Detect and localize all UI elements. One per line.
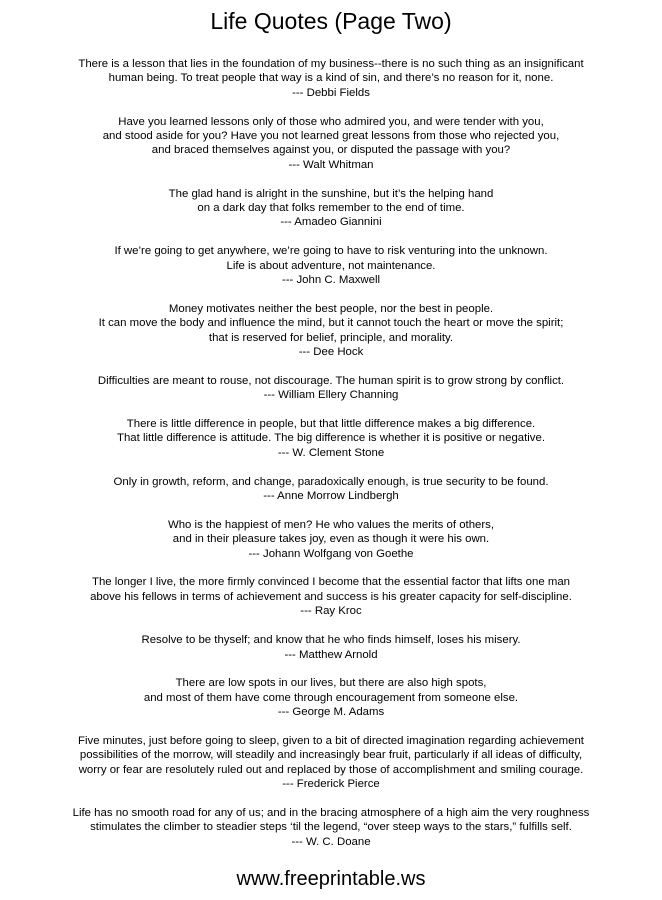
quote-line: Who is the happiest of men? He who values the merits of others, (167, 518, 495, 531)
quote-line: Difficulties are meant to rouse, not discourage. The human spirit is to grow strong by conflict. (97, 374, 565, 387)
quote-line: Have you learned lessons only of those who admired you, and were tender with you, (118, 115, 544, 128)
quote-line: The longer I live, the more firmly convinced I become that the essential factor that lifts one man (91, 576, 570, 589)
quote-author: --- William Ellery Channing (263, 389, 399, 402)
quote-line: stimulates the climber to steadier steps ‘til the legend, “over steep ways to the stars,” fulfills self. (90, 821, 572, 834)
quote-line: The glad hand is alright in the sunshine, but it’s the helping hand (168, 187, 494, 200)
quote-author: --- John C. Maxwell (281, 274, 381, 287)
quote-author: --- Anne Morrow Lindbergh (263, 490, 399, 503)
quote-line: human being. To treat people that way is a kind of sin, and there’s no reason for it, none. (108, 72, 554, 85)
quote-line: above his fellows in terms of achievement and success is his greater capacity for self-discipline. (90, 590, 572, 603)
quote-line: possibilities of the morrow, will steadily and increasingly bear fruit, particularly if all ideas of difficulty, (79, 749, 583, 762)
quote-line: Only in growth, reform, and change, paradoxically enough, is true security to be found. (113, 475, 549, 488)
quote-line: and stood aside for you? Have you not learned great lessons from those who rejected you, (102, 130, 560, 143)
footer-website: www.freeprintable.ws (236, 868, 426, 890)
quote-author: --- W. C. Doane (291, 835, 371, 848)
quote-line: Life is about adventure, not maintenance. (226, 259, 436, 272)
quote-line: That little difference is attitude. The big difference is whether it is positive or negative. (116, 432, 546, 445)
quote-line: It can move the body and influence the mind, but it cannot touch the heart or move the spirit; (98, 317, 564, 330)
quote-line: on a dark day that folks remember to the end of time. (197, 202, 465, 215)
quote-author: --- George M. Adams (277, 706, 385, 719)
quote-block (0, 633, 662, 662)
quote-block (0, 115, 662, 173)
quote-block (0, 575, 662, 618)
quote-line: There are low spots in our lives, but there are also high spots, (175, 677, 487, 690)
quote-line: Money motivates neither the best people, nor the best in people. (168, 302, 494, 315)
quote-line: There is little difference in people, but that little difference makes a big difference. (126, 418, 536, 431)
quote-line: worry or fear are resolutely ruled out and replaced by those of accomplishment and smiling courage. (78, 763, 584, 776)
quote-author: --- Johann Wolfgang von Goethe (248, 547, 414, 560)
quote-author: --- Walt Whitman (288, 158, 374, 171)
quote-author: --- Matthew Arnold (284, 648, 378, 661)
quote-author: --- W. Clement Stone (277, 446, 385, 459)
quote-line: If we’re going to get anywhere, we’re going to have to risk venturing into the unknown. (114, 245, 548, 258)
quote-author: --- Ray Kroc (300, 605, 362, 618)
quote-block (0, 302, 662, 360)
quote-line: and in their pleasure takes joy, even as though it were his own. (172, 533, 490, 546)
quote-line: Resolve to be thyself; and know that he who finds himself, loses his misery. (141, 634, 521, 647)
quote-author: --- Debbi Fields (292, 86, 370, 99)
quote-line: that is reserved for belief, principle, and morality. (208, 331, 454, 344)
quote-block (0, 57, 662, 100)
quote-list (0, 57, 662, 864)
quote-block (0, 374, 662, 403)
quote-block (0, 417, 662, 460)
quote-line: and most of them have come through encouragement from someone else. (143, 691, 519, 704)
quote-block (0, 244, 662, 287)
quote-line: Life has no smooth road for any of us; and in the bracing atmosphere of a high aim the very roughness (72, 806, 590, 819)
quote-block (0, 676, 662, 719)
quote-line: and braced themselves against you, or disputed the passage with you? (151, 144, 511, 157)
quote-block (0, 475, 662, 504)
quote-line: There is a lesson that lies in the foundation of my business--there is no such thing as an insignificant (78, 58, 584, 70)
quote-line: Five minutes, just before going to sleep, given to a bit of directed imagination regarding achievement (78, 734, 584, 747)
quote-block (0, 806, 662, 849)
quote-block (0, 734, 662, 792)
quote-author: --- Amadeo Giannini (280, 216, 382, 229)
quote-author: --- Dee Hock (298, 346, 364, 359)
quote-block (0, 187, 662, 230)
quote-author: --- Frederick Pierce (282, 778, 380, 791)
page-title: Life Quotes (Page Two) (210, 8, 452, 34)
quote-block (0, 518, 662, 561)
